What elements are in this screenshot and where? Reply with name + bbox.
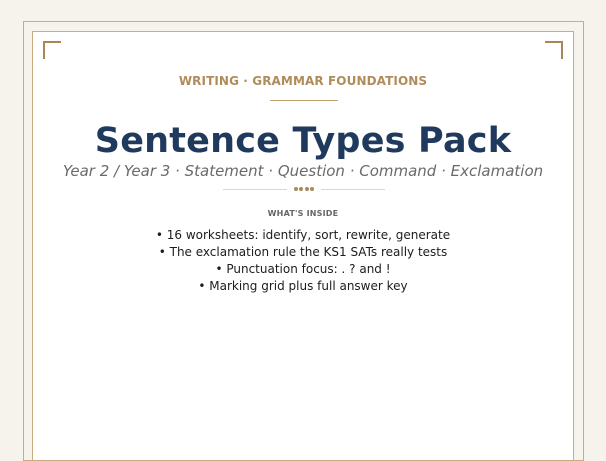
- list-item: • Marking grid plus full answer key: [198, 279, 408, 293]
- divider-dot: [294, 187, 298, 191]
- section-label-whats-inside: WHAT'S INSIDE: [267, 209, 339, 218]
- list-item: • Punctuation focus: . ? and !: [215, 262, 391, 276]
- divider-dot: [305, 187, 309, 191]
- divider-dots: [294, 187, 314, 192]
- category-kicker: WRITING · GRAMMAR FOUNDATIONS: [178, 74, 428, 88]
- divider-dot: [299, 187, 303, 191]
- list-item: • 16 worksheets: identify, sort, rewrite, generate: [155, 228, 451, 242]
- divider-ornament: [223, 188, 385, 192]
- kicker-underline: [270, 100, 338, 101]
- divider-dot: [310, 187, 314, 191]
- divider-line-left: [223, 189, 287, 190]
- contents-list: [33, 227, 573, 295]
- page-title: Sentence Types Pack: [94, 121, 512, 161]
- list-item: • The exclamation rule the KS1 SATs really tests: [158, 245, 448, 259]
- corner-ornament-top-left: [43, 41, 61, 59]
- divider-line-right: [321, 189, 385, 190]
- corner-ornament-top-right: [545, 41, 563, 59]
- document-page: [32, 31, 574, 461]
- page-subtitle: Year 2 / Year 3 · Statement · Question · Command · Exclamation: [62, 162, 544, 180]
